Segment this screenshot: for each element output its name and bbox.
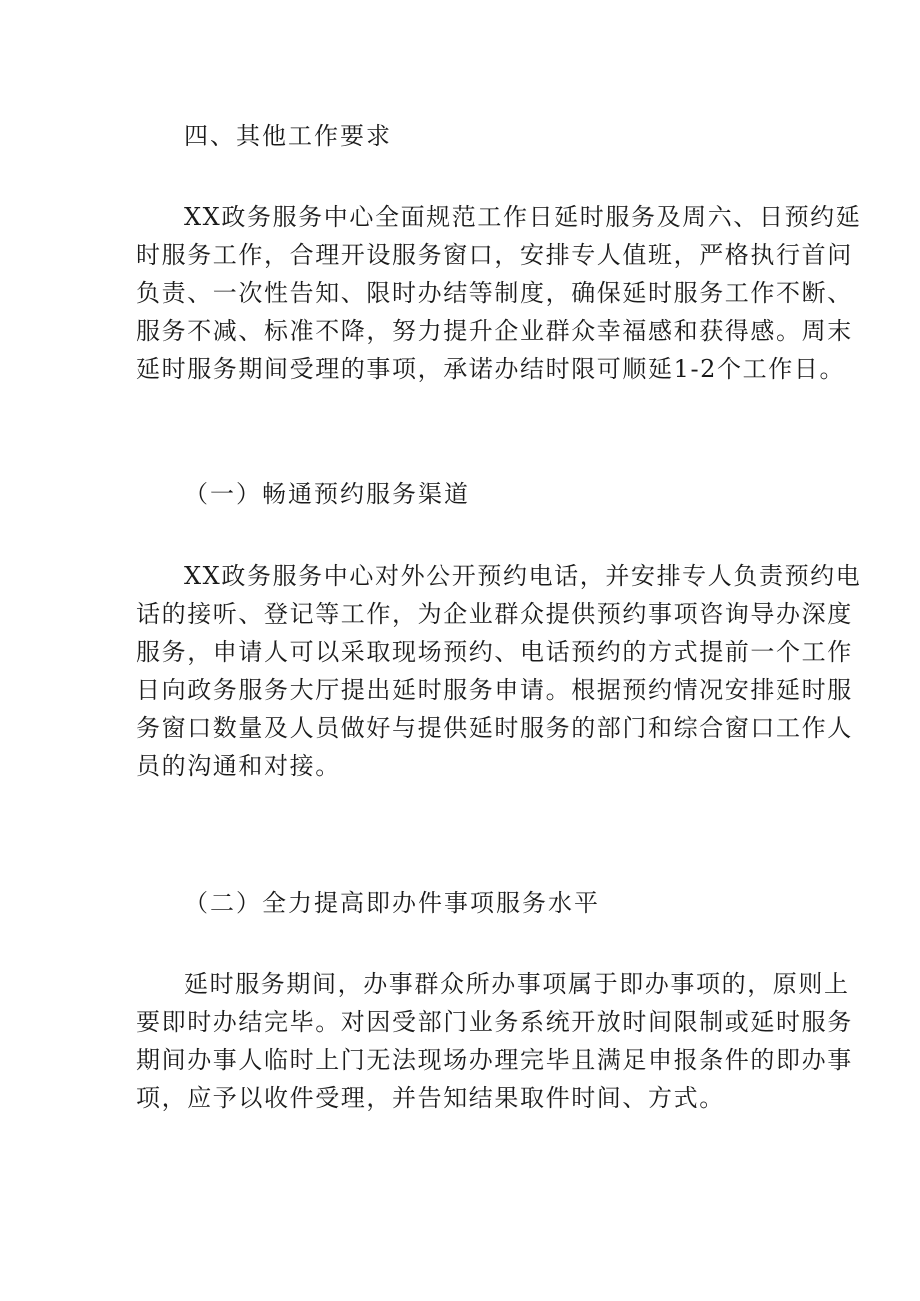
paragraph-line: 期间办事人临时上门无法现场办理完毕且满足申报条件的即办事 <box>136 1046 853 1074</box>
section-heading-4: 四、其他工作要求 <box>184 122 392 150</box>
paragraph-line: 话的接听、登记等工作，为企业群众提供预约事项咨询导办深度 <box>136 600 853 628</box>
paragraph-line: 时服务工作，合理开设服务窗口，安排专人值班，严格执行首问 <box>136 241 853 269</box>
paragraph-line: 员的沟通和对接。 <box>136 752 341 780</box>
paragraph-line: 延时服务期间受理的事项，承诺办结时限可顺延1-2个工作日。 <box>136 355 846 383</box>
paragraph-line: 延时服务期间，办事群众所办事项属于即办事项的，原则上 <box>184 970 850 998</box>
subsection-heading-2: （二）全力提高即办件事项服务水平 <box>184 889 600 917</box>
paragraph-appointment-channel <box>136 557 862 785</box>
paragraph-line: 务窗口数量及人员做好与提供延时服务的部门和综合窗口工作人 <box>136 714 853 742</box>
paragraph-extended-service <box>136 198 862 388</box>
paragraph-instant-service <box>136 965 853 1117</box>
paragraph-line: XX政务服务中心对外公开预约电话，并安排专人负责预约电 <box>184 562 862 590</box>
paragraph-line: 要即时办结完毕。对因受部门业务系统开放时间限制或延时服务 <box>136 1008 853 1036</box>
paragraph-line: 服务，申请人可以采取现场预约、电话预约的方式提前一个工作 <box>136 638 853 666</box>
subsection-heading-1: （一）畅通预约服务渠道 <box>184 480 470 508</box>
paragraph-line: 项，应予以收件受理，并告知结果取件时间、方式。 <box>136 1084 725 1112</box>
paragraph-line: 负责、一次性告知、限时办结等制度，确保延时服务工作不断、 <box>136 279 853 307</box>
paragraph-line: 日向政务服务大厅提出延时服务申请。根据预约情况安排延时服 <box>136 676 853 704</box>
paragraph-line: XX政务服务中心全面规范工作日延时服务及周六、日预约延 <box>184 203 862 231</box>
paragraph-line: 服务不减、标准不降，努力提升企业群众幸福感和获得感。周末 <box>136 317 853 345</box>
